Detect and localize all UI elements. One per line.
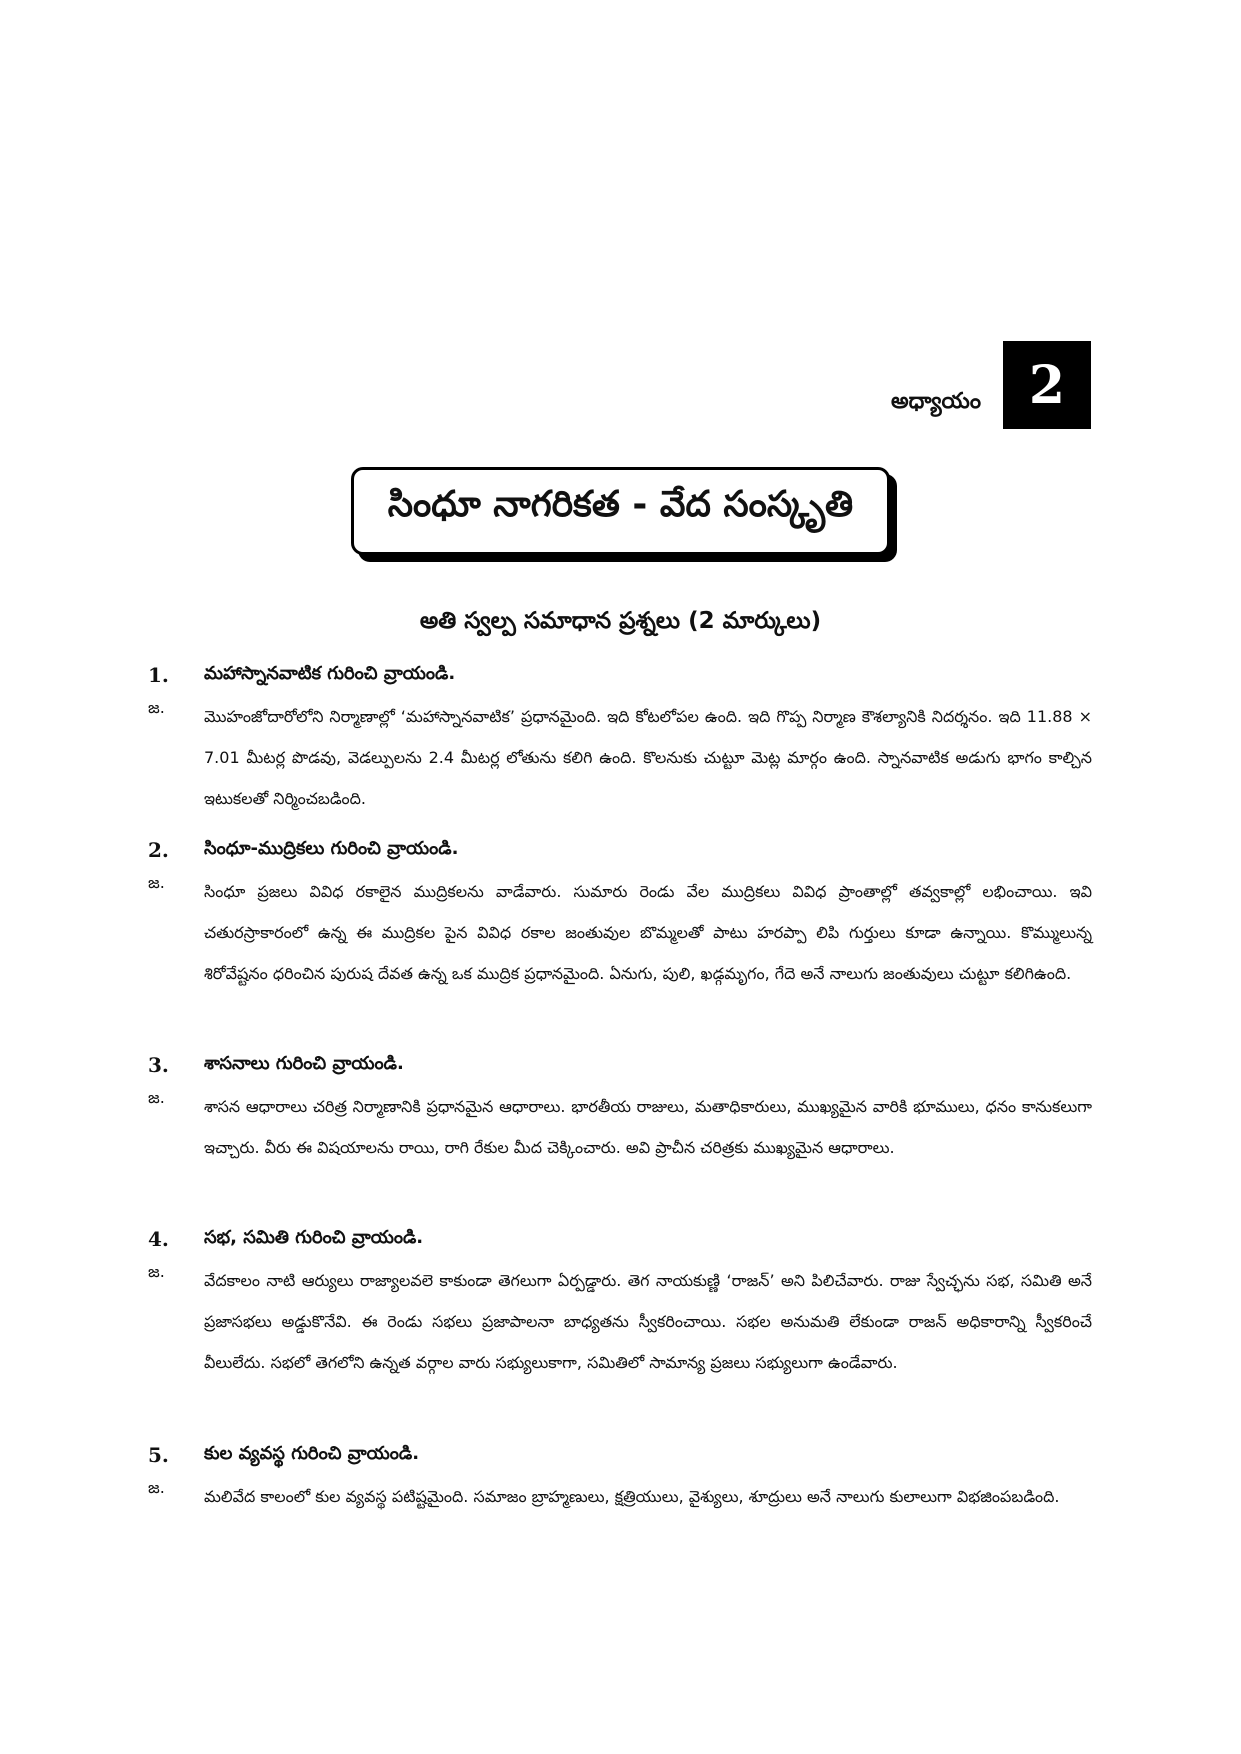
answer-marker: జ. (148, 1088, 165, 1107)
answer-text: మలివేద కాలంలో కుల వ్యవస్థ పటిష్టమైంది. సమాజం బ్రాహ్మణులు, క్షత్రియులు, వైశ్యులు, శూద్రులు అనే నాలుగు కులాలుగా విభజింపబడింది. (204, 1487, 1060, 1506)
answer-marker: జ. (148, 1478, 165, 1497)
question-row (148, 838, 1092, 863)
question-text: మహాస్నానవాటిక గురించి వ్రాయండి. (204, 663, 456, 684)
question-text: కుల వ్యవస్థ గురించి వ్రాయండి. (204, 1443, 420, 1464)
answer-text: శాసన ఆధారాలు చరిత్ర నిర్మాణానికి ప్రధానమైన ఆధారాలు. భారతీయ రాజులు, మతాధికారులు, ముఖ్యమైన వారికి భూములు, ధనం కానుకలుగా ఇచ్చారు. వీరు ఈ విషయాలను రాయి, రాగి రేకుల మీద చెక్కించారు. అవి ప్రాచీన చరిత్రకు ముఖ్యమైన ఆధారాలు. (204, 1097, 1092, 1157)
question-block (148, 1443, 1092, 1517)
question-number: 2. (148, 838, 169, 862)
answer-marker: జ. (148, 698, 165, 717)
question-row (148, 1053, 1092, 1078)
answer-row (148, 1260, 1092, 1383)
chapter-header (891, 341, 1091, 429)
answer-row (148, 871, 1092, 994)
section-heading: అతి స్వల్ప సమాధాన ప్రశ్నలు (2 మార్కులు) (419, 608, 822, 634)
answer-row (148, 1086, 1092, 1168)
question-row (148, 1227, 1092, 1252)
chapter-label: అధ్యాయం (890, 389, 981, 414)
question-text: సింధూ-ముద్రికలు గురించి వ్రాయండి. (204, 838, 459, 859)
question-text: శాసనాలు గురించి వ్రాయండి. (204, 1053, 404, 1074)
question-text: సభ, సమితి గురించి వ్రాయండి. (204, 1227, 424, 1248)
chapter-title: సింధూ నాగరికత - వేద సంస్కృతి (351, 467, 890, 555)
answer-row (148, 696, 1092, 819)
chapter-number-box (1003, 341, 1091, 429)
answer-text: సింధూ ప్రజలు వివిధ రకాలైన ముద్రికలను వాడేవారు. సుమారు రెండు వేల ముద్రికలు వివిధ ప్రాంతాల్లో తవ్వకాల్లో లభించాయి. ఇవి చతురస్రాకారంలో ఉన్న ఈ ముద్రికల పైన వివిధ రకాల జంతువుల బొమ్మలతో పాటు హరప్పా లిపి గుర్తులు కూడా ఉన్నాయి. కొమ్ములున్న శిరోవేష్టనం ధరించిన పురుష దేవత ఉన్న ఒక ముద్రిక ప్రధానమైంది. ఏనుగు, పులి, ఖడ్గమృగం, గేదె అనే నాలుగు జంతువులు చుట్టూ కలిగిఉంది. (204, 882, 1092, 983)
question-number: 3. (148, 1053, 169, 1077)
answer-marker: జ. (148, 1262, 165, 1281)
chapter-number: 2 (1028, 354, 1066, 416)
question-row (148, 1443, 1092, 1468)
title-container (0, 467, 1241, 555)
question-number: 4. (148, 1227, 169, 1251)
answer-text: మొహంజోదారోలోని నిర్మాణాల్లో ‘మహాస్నానవాటిక’ ప్రధానమైంది. ఇది కోటలోపల ఉంది. ఇది గొప్ప నిర్మాణ కౌశల్యానికి నిదర్శనం. ఇది 11.88 × 7.01 మీటర్ల పొడవు, వెడల్పులను 2.4 మీటర్ల లోతును కలిగి ఉంది. కొలనుకు చుట్టూ మెట్ల మార్గం ఉంది. స్నానవాటిక అడుగు భాగం కాల్చిన ఇటుకలతో నిర్మించబడింది. (204, 707, 1092, 808)
question-number: 5. (148, 1443, 169, 1467)
question-block (148, 1053, 1092, 1168)
question-block (148, 663, 1092, 819)
answer-text: వేదకాలం నాటి ఆర్యులు రాజ్యాలవలె కాకుండా తెగలుగా ఏర్పడ్డారు. తెగ నాయకుణ్ణి ‘రాజన్’ అని పిలిచేవారు. రాజు స్వేచ్ఛను సభ, సమితి అనే ప్రజాసభలు అడ్డుకొనేవి. ఈ రెండు సభలు ప్రజాపాలనా బాధ్యతను స్వీకరించాయి. సభల అనుమతి లేకుండా రాజన్ అధికారాన్ని స్వీకరించే వీలులేదు. సభలో తెగలోని ఉన్నత వర్గాల వారు సభ్యులుకాగా, సమితిలో సామాన్య ప్రజలు సభ్యులుగా ఉండేవారు. (204, 1271, 1092, 1372)
answer-marker: జ. (148, 873, 165, 892)
question-row (148, 663, 1092, 688)
question-block (148, 1227, 1092, 1383)
question-number: 1. (148, 663, 169, 687)
answer-row (148, 1476, 1092, 1517)
question-block (148, 838, 1092, 994)
